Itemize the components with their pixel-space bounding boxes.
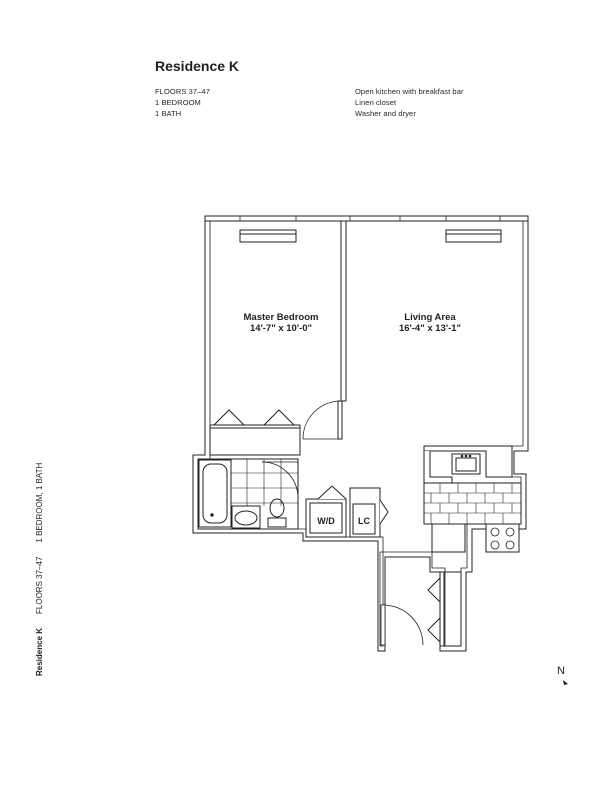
- bedroom-count-text: 1 BEDROOM: [155, 98, 201, 107]
- living-dimensions: 16'-4" x 13'-1": [398, 323, 462, 334]
- window-unit-bedroom: [240, 230, 296, 242]
- feature-linen-closet: Linen closet: [355, 98, 397, 107]
- window-unit-living: [446, 230, 501, 242]
- partition-wall: [341, 221, 346, 401]
- entry-closet-door-top: [428, 578, 440, 602]
- side-residence-name: Residence K: [35, 627, 44, 676]
- entry-door-swing: [383, 605, 423, 645]
- entry-closet: [440, 572, 461, 646]
- bathroom-door-swing: [262, 462, 298, 498]
- side-rooms: 1 BEDROOM, 1 BATH: [35, 462, 44, 543]
- north-arrow-icon: [563, 680, 568, 685]
- toilet-bowl: [270, 499, 284, 517]
- breakfast-bar: [424, 483, 521, 524]
- exterior-wall-outer: [193, 216, 528, 651]
- entry-closet-door-bottom: [428, 618, 440, 642]
- dishwasher: [432, 524, 465, 552]
- feature-washer-dryer: Washer and dryer: [355, 109, 416, 118]
- feature-kitchen: Open kitchen with breakfast bar: [355, 87, 464, 96]
- closet-door-left: [214, 410, 244, 425]
- cooktop: [486, 524, 519, 552]
- closet-door-right: [264, 410, 294, 425]
- exterior-wall-inner: [198, 221, 523, 646]
- lc-door: [380, 500, 388, 524]
- bathtub: [199, 460, 231, 527]
- toilet-tank: [268, 518, 286, 527]
- bedroom-door-panel: [338, 401, 342, 439]
- linen-closet-label: LC: [358, 516, 370, 526]
- residence-title: Residence K: [155, 58, 240, 74]
- bedroom-door-swing: [303, 401, 341, 439]
- floors-text: FLOORS 37–47: [155, 87, 210, 96]
- bath-count-text: 1 BATH: [155, 109, 182, 118]
- bedroom-dimensions: 14'-7" x 10'-0": [249, 323, 313, 334]
- side-floors: FLOORS 37–47: [35, 556, 44, 614]
- bedroom-closet: [210, 425, 300, 455]
- entry-door-panel: [381, 605, 385, 645]
- kitchen-counter-left: [424, 451, 452, 483]
- living-name: Living Area: [404, 312, 456, 323]
- north-label: N: [557, 665, 565, 677]
- wd-door: [318, 486, 346, 499]
- bedroom-name: Master Bedroom: [243, 312, 319, 323]
- washer-dryer-label: W/D: [317, 516, 335, 526]
